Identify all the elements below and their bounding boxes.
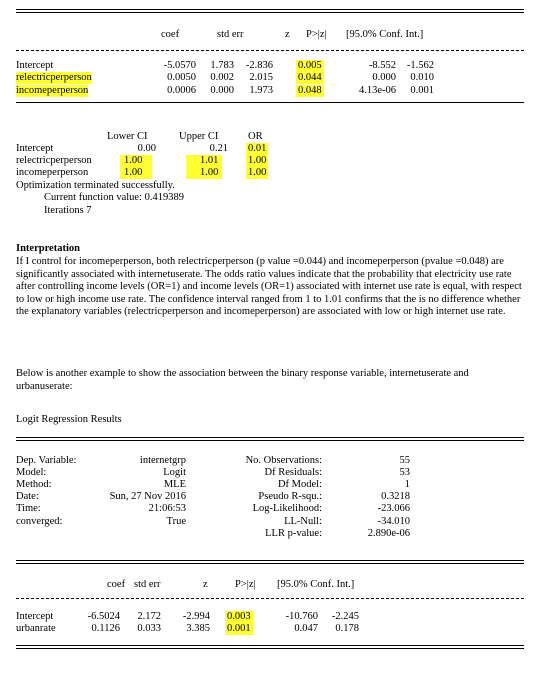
- logit-bottom-rule-2: [16, 563, 524, 564]
- interpretation-heading: Interpretation: [16, 243, 80, 254]
- table3-bottom-rule-2: [16, 648, 524, 649]
- logit-left-value: True: [166, 516, 186, 527]
- table2-row-name: Intercept: [16, 143, 54, 154]
- iterations: Iterations 7: [44, 205, 92, 216]
- table3-header-p: P>|z|: [235, 579, 256, 590]
- table1-row-ci-high: 0.010: [410, 72, 434, 83]
- table1-header-dash: [16, 50, 524, 51]
- logit-right-value: 0.3218: [381, 491, 410, 502]
- logit-left-value: Logit: [163, 467, 186, 478]
- table2-row-upper-highlighted: 1.01: [186, 155, 222, 167]
- example-intro: Below is another example to show the association between the binary response variable, internetuserate and urbanuserate:: [16, 368, 469, 392]
- function-value: Current function value: 0.419389: [44, 192, 184, 203]
- table3-header-z: z: [203, 579, 208, 590]
- logit-left-label: converged:: [16, 516, 63, 527]
- table1-row-ci-low: -8.552: [368, 60, 396, 71]
- table1-row-coef: -5.0570: [163, 60, 196, 71]
- logit-right-label: Pseudo R-squ.:: [258, 491, 322, 502]
- interpretation-paragraph: If I control for incomeperperson, both relectricperperson (p value =0.044) and incomeperperson (pvalue =0.048) are significantly associated with internetuserate. The odds ratio values indicate that the probability that electricity use rate after controlling income levels (OR=1) and income levels (OR=1) associated with internet use rate is equal, with respect to low or high income use rate. The confidence interval ranged from 1 to 1.01 confirms that the is no difference whether the explanatory variables (relectricperperson and incomeperperson) are associated with low or high internet use rate.: [16, 256, 522, 317]
- table2-row-name: incomeperperson: [16, 167, 89, 178]
- table3-row-name: urbanrate: [16, 623, 56, 634]
- logit-right-value: 55: [399, 455, 410, 466]
- table3-row-z: 3.385: [186, 623, 210, 634]
- table3-header-dash: [16, 598, 524, 599]
- table3-row-ci-low: 0.047: [294, 623, 318, 634]
- table3-bottom-rule: [16, 645, 524, 646]
- table3-header-coef: coef: [107, 579, 126, 590]
- table1-row-se: 0.000: [210, 85, 234, 96]
- table1-row-z: 2.015: [249, 72, 273, 83]
- table2-row-upper: 0.21: [209, 143, 228, 154]
- logit-right-label: Df Residuals:: [264, 467, 322, 478]
- logit-right-value: 53: [399, 467, 410, 478]
- logit-right-label: Df Model:: [277, 479, 322, 490]
- table2-header-lower: Lower CI: [107, 131, 148, 142]
- table2-row-lower: 0.00: [137, 143, 156, 154]
- logit-left-label: Time:: [16, 503, 41, 514]
- table1-row-ci-low: 4.13e-06: [358, 85, 396, 96]
- logit-left-label: Model:: [16, 467, 47, 478]
- table1-row-coef: 0.0006: [167, 85, 196, 96]
- logit-top-rule: [16, 437, 524, 438]
- table1-row-z: 1.973: [249, 85, 273, 96]
- logit-right-value: 2.890e-06: [367, 528, 410, 539]
- logit-bottom-rule: [16, 560, 524, 561]
- table1-row-z: -2.836: [245, 60, 273, 71]
- logit-title: Logit Regression Results: [16, 414, 122, 425]
- table3-row-ci-high: 0.178: [335, 623, 359, 634]
- table1-header-z: z: [285, 29, 290, 40]
- table3-row-p-highlighted: 0.003: [227, 611, 251, 622]
- table1-row-se: 1.783: [210, 60, 234, 71]
- table1-header-p: P>|z|: [306, 29, 327, 40]
- table3-row-coef: 0.1126: [91, 623, 120, 634]
- logit-right-value: 1: [404, 479, 410, 490]
- logit-left-value: Sun, 27 Nov 2016: [109, 491, 186, 502]
- table1-header-stderr: std err: [217, 29, 244, 40]
- table1-row-name-highlighted: incomeperperson: [16, 85, 89, 96]
- logit-left-label: Method:: [16, 479, 52, 490]
- table2-header-upper: Upper CI: [179, 131, 219, 142]
- logit-left-label: Dep. Variable:: [16, 455, 77, 466]
- table1-row-coef: 0.0050: [167, 72, 196, 83]
- table1-header-coef: coef: [161, 29, 180, 40]
- table2-row-lower-highlighted: 1.00: [120, 155, 152, 167]
- table1-row-se: 0.002: [210, 72, 234, 83]
- logit-right-value: -34.010: [377, 516, 410, 527]
- table3-row-p-highlighted: 0.001: [227, 623, 251, 634]
- logit-right-label: LLR p-value:: [265, 528, 322, 539]
- table1-header-ci: [95.0% Conf. Int.]: [346, 29, 424, 40]
- table3-row-se: 2.172: [137, 611, 161, 622]
- table2-row-name: relectricperperson: [16, 155, 92, 166]
- table1-top-rule-2: [16, 12, 524, 13]
- table1-row-ci-low: 0.000: [372, 72, 396, 83]
- table1-top-rule: [16, 9, 524, 10]
- table2-row-upper-highlighted: 1.00: [186, 167, 222, 179]
- table2-row-or-highlighted: 1.00: [248, 155, 267, 166]
- table1-bottom-rule: [16, 102, 524, 103]
- table1-row-name: Intercept: [16, 60, 54, 71]
- table1-row-name-highlighted: relectricperperson: [16, 72, 92, 83]
- optimization-status: Optimization terminated successfully.: [16, 180, 175, 191]
- logit-right-label: No. Observations:: [245, 455, 322, 466]
- table2-row-lower-highlighted: 1.00: [120, 167, 152, 179]
- logit-left-value: internetgrp: [139, 455, 186, 466]
- table1-row-p-highlighted: 0.005: [298, 60, 322, 71]
- table2-row-or-highlighted: 0.01: [248, 143, 267, 154]
- table3-header-ci: [95.0% Conf. Int.]: [277, 579, 355, 590]
- logit-left-label: Date:: [16, 491, 39, 502]
- logit-left-value: 21:06:53: [148, 503, 186, 514]
- logit-right-label: Log-Likelihood:: [252, 503, 322, 514]
- table3-row-se: 0.033: [137, 623, 161, 634]
- table3-header-stderr: std err: [134, 579, 161, 590]
- logit-right-value: -23.066: [377, 503, 410, 514]
- table2-row-or-highlighted: 1.00: [248, 167, 267, 178]
- logit-left-value: MLE: [163, 479, 186, 490]
- logit-right-label: LL-Null:: [284, 516, 322, 527]
- table3-row-coef: -6.5024: [87, 611, 120, 622]
- table2-header-or: OR: [248, 131, 263, 142]
- table3-row-z: -2.994: [182, 611, 210, 622]
- table3-row-name: Intercept: [16, 611, 54, 622]
- logit-top-rule-2: [16, 440, 524, 441]
- table1-row-ci-high: 0.001: [410, 85, 434, 96]
- table3-row-ci-low: -10.760: [285, 611, 318, 622]
- table1-row-p-highlighted: 0.048: [298, 85, 322, 96]
- table1-row-p-highlighted: 0.044: [298, 72, 322, 83]
- table1-row-ci-high: -1.562: [406, 60, 434, 71]
- table3-row-ci-high: -2.245: [331, 611, 359, 622]
